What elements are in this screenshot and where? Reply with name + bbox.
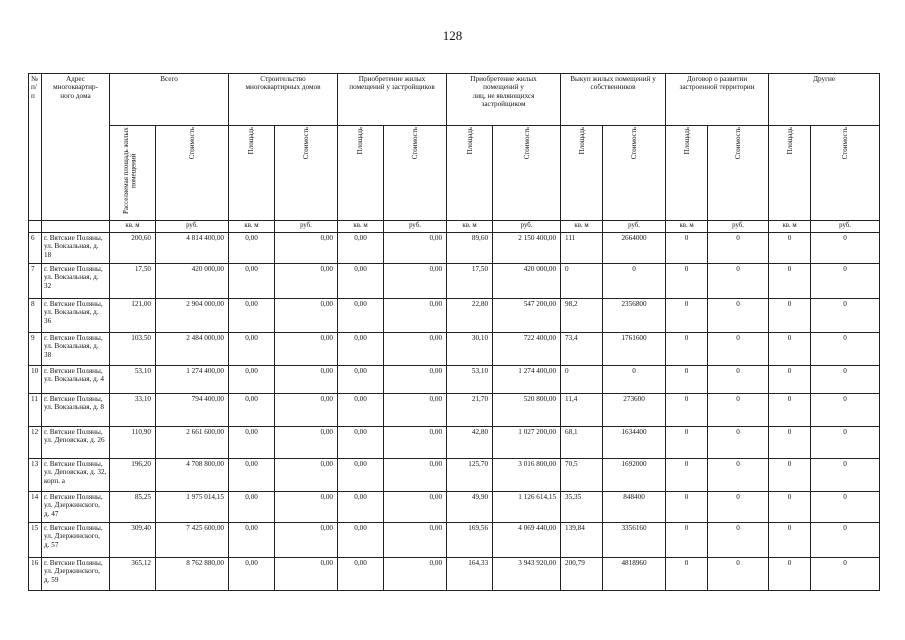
table-row <box>29 366 880 394</box>
table-cell: 4 069 440,00 <box>493 523 561 558</box>
table-cell: 0,00 <box>229 394 275 427</box>
unit-cell: кв. м <box>338 221 384 233</box>
table-cell: 520 800,00 <box>493 394 561 427</box>
row-number: 6 <box>29 233 42 264</box>
unit-cell: руб. <box>603 221 666 233</box>
table-cell: 0,00 <box>384 427 447 459</box>
table-cell: 0 <box>769 233 811 264</box>
table-cell: 0 <box>666 459 708 492</box>
table-cell: 200,60 <box>110 233 156 264</box>
unit-cell: кв. м <box>229 221 275 233</box>
row-address: г. Вятские Поляны, ул. Дзержинского, д. 57 <box>42 523 110 558</box>
table-cell: 2 150 400,00 <box>493 233 561 264</box>
row-address: г. Вятские Поляны, ул. Вокзальная, д. 38 <box>42 333 110 366</box>
table-cell: 53,10 <box>110 366 156 394</box>
resettlement-table <box>28 73 880 591</box>
row-number: 15 <box>29 523 42 558</box>
row-number: 9 <box>29 333 42 366</box>
table-cell: 8 762 880,00 <box>156 558 229 591</box>
unit-cell: руб. <box>493 221 561 233</box>
table-cell: 30,10 <box>447 333 493 366</box>
table-cell: 0 <box>811 394 880 427</box>
row-number: 14 <box>29 492 42 523</box>
table-cell: 42,80 <box>447 427 493 459</box>
table-cell: 0,00 <box>275 523 338 558</box>
table-cell: 0,00 <box>384 333 447 366</box>
table-row <box>29 394 880 427</box>
table-cell: 4 708 800,00 <box>156 459 229 492</box>
subcol-header: Стоимость <box>493 126 561 221</box>
subcol-header: Стоимость <box>708 126 769 221</box>
table-cell: 0 <box>708 333 769 366</box>
table-row <box>29 523 880 558</box>
page-number: 128 <box>442 28 463 43</box>
table-cell: 0 <box>769 299 811 333</box>
table-row <box>29 333 880 366</box>
table-cell: 111 <box>561 233 603 264</box>
subcol-header: Стоимость <box>603 126 666 221</box>
row-number: 10 <box>29 366 42 394</box>
table-cell: 0,00 <box>338 233 384 264</box>
table-cell: 103,50 <box>110 333 156 366</box>
table-cell: 0 <box>666 333 708 366</box>
table-cell: 35,35 <box>561 492 603 523</box>
table-cell: 0,00 <box>338 427 384 459</box>
table-cell: 0,00 <box>229 459 275 492</box>
table-cell: 0,00 <box>338 299 384 333</box>
table-cell: 53,10 <box>447 366 493 394</box>
table-cell: 200,79 <box>561 558 603 591</box>
table-cell: 0 <box>666 366 708 394</box>
row-address: г. Вятские Поляны, ул. Деповская, д. 26 <box>42 427 110 459</box>
unit-cell: кв. м <box>447 221 493 233</box>
table-cell: 0,00 <box>275 299 338 333</box>
table-cell: 0 <box>708 299 769 333</box>
table-cell: 420 000,00 <box>493 264 561 299</box>
table-cell: 0 <box>708 264 769 299</box>
table-cell: 1634400 <box>603 427 666 459</box>
table-cell: 0 <box>708 492 769 523</box>
table-cell: 0,00 <box>338 492 384 523</box>
table-cell: 0,00 <box>338 394 384 427</box>
subcol-header: Расселяемая площадь жилых помещений <box>110 126 156 221</box>
subcol-header: Площадь <box>666 126 708 221</box>
row-address: г. Вятские Поляны, ул. Дзержинского, д. 59 <box>42 558 110 591</box>
group-header-development-agreement: Договор о развитии застроенной территории <box>666 74 769 126</box>
table-cell: 0,00 <box>275 459 338 492</box>
unit-cell: руб. <box>708 221 769 233</box>
table-cell: 0,00 <box>384 394 447 427</box>
table-cell: 98,2 <box>561 299 603 333</box>
group-header-other: Другие <box>769 74 880 126</box>
table-cell: 1 027 200,00 <box>493 427 561 459</box>
header-group-row <box>29 74 880 126</box>
unit-cell: руб. <box>811 221 880 233</box>
table-cell: 0,00 <box>338 523 384 558</box>
table-cell: 4 814 400,00 <box>156 233 229 264</box>
table-row <box>29 427 880 459</box>
table-cell: 0,00 <box>275 264 338 299</box>
unit-cell: кв. м <box>561 221 603 233</box>
table-cell: 0,00 <box>338 264 384 299</box>
table-cell: 0 <box>561 366 603 394</box>
table-cell: 4818960 <box>603 558 666 591</box>
table-cell: 0,00 <box>384 264 447 299</box>
table-cell: 0,00 <box>384 492 447 523</box>
table-cell: 0 <box>811 299 880 333</box>
table-cell: 0 <box>666 492 708 523</box>
table-cell: 0,00 <box>384 233 447 264</box>
table-cell: 2 661 600,00 <box>156 427 229 459</box>
table-cell: 139,84 <box>561 523 603 558</box>
table-cell: 85,25 <box>110 492 156 523</box>
table-cell: 0 <box>666 299 708 333</box>
table-cell: 0,00 <box>384 366 447 394</box>
col-address-header: Адрес многоквартир- ного дома <box>42 74 110 221</box>
table-cell: 1 274 400,00 <box>156 366 229 394</box>
table-row <box>29 264 880 299</box>
table-cell: 1 975 014,15 <box>156 492 229 523</box>
table-cell: 0,00 <box>229 264 275 299</box>
subcol-header: Площадь <box>338 126 384 221</box>
group-header-developer-purchase: Приобретение жилых помещений у застройщиков <box>338 74 447 126</box>
subcol-header: Стоимость <box>275 126 338 221</box>
table-cell: 2 484 000,00 <box>156 333 229 366</box>
table-cell: 49,90 <box>447 492 493 523</box>
row-address: г. Вятские Поляны, ул. Вокзальная, д. 18 <box>42 233 110 264</box>
subcol-header: Площадь <box>561 126 603 221</box>
table-cell: 0 <box>769 394 811 427</box>
table-row <box>29 558 880 591</box>
table-cell: 0,00 <box>229 333 275 366</box>
table-row <box>29 459 880 492</box>
row-number: 16 <box>29 558 42 591</box>
header-subcol-row <box>29 126 880 221</box>
table-cell: 164,33 <box>447 558 493 591</box>
table-cell: 0 <box>666 523 708 558</box>
table-cell: 0,00 <box>275 558 338 591</box>
table-cell: 3 943 920,00 <box>493 558 561 591</box>
table-cell: 0,00 <box>229 558 275 591</box>
subcol-header: Стоимость <box>156 126 229 221</box>
table-cell: 848400 <box>603 492 666 523</box>
unit-cell: руб. <box>275 221 338 233</box>
table-cell: 0 <box>666 233 708 264</box>
table-cell: 0 <box>811 333 880 366</box>
table-cell: 0 <box>708 459 769 492</box>
table-cell: 21,70 <box>447 394 493 427</box>
table-cell: 0,00 <box>229 233 275 264</box>
table-cell: 0 <box>769 459 811 492</box>
table-cell: 0,00 <box>338 333 384 366</box>
table-cell: 0,00 <box>229 427 275 459</box>
table-cell: 2356800 <box>603 299 666 333</box>
table-cell: 0,00 <box>229 523 275 558</box>
table-cell: 0,00 <box>338 558 384 591</box>
table-cell: 0 <box>666 558 708 591</box>
table-cell: 0,00 <box>275 427 338 459</box>
table-cell: 794 400,00 <box>156 394 229 427</box>
row-number: 8 <box>29 299 42 333</box>
table-cell: 0 <box>811 427 880 459</box>
table-cell: 121,00 <box>110 299 156 333</box>
table-cell: 365,12 <box>110 558 156 591</box>
table-cell: 0 <box>666 427 708 459</box>
table-cell: 0 <box>708 523 769 558</box>
table-cell: 0 <box>811 492 880 523</box>
table-cell: 0 <box>811 366 880 394</box>
table-cell: 273600 <box>603 394 666 427</box>
table-cell: 73,4 <box>561 333 603 366</box>
row-number: 7 <box>29 264 42 299</box>
table-cell: 0 <box>561 264 603 299</box>
table-cell: 0,00 <box>229 299 275 333</box>
group-header-nondeveloper-purchase: Приобретение жилых помещений у лиц, не являющихся застройщиком <box>447 74 561 126</box>
table-cell: 0 <box>811 558 880 591</box>
table-cell: 2664000 <box>603 233 666 264</box>
row-address: г. Вятские Поляны, ул. Деповская, д. 32, корп. а <box>42 459 110 492</box>
table-cell: 0 <box>708 394 769 427</box>
table-cell: 70,5 <box>561 459 603 492</box>
row-address: г. Вятские Поляны, ул. Вокзальная, д. 8 <box>42 394 110 427</box>
table-row <box>29 299 880 333</box>
table-cell: 11,4 <box>561 394 603 427</box>
table-cell: 1761600 <box>603 333 666 366</box>
group-header-buyout: Выкуп жилых помещений у собственников <box>561 74 666 126</box>
subcol-header: Площадь <box>769 126 811 221</box>
table-cell: 0 <box>811 233 880 264</box>
table-cell: 0,00 <box>275 333 338 366</box>
table-cell: 0 <box>811 264 880 299</box>
table-cell: 17,50 <box>110 264 156 299</box>
table-cell: 0 <box>666 264 708 299</box>
table-cell: 68,1 <box>561 427 603 459</box>
unit-cell: кв. м <box>110 221 156 233</box>
table-cell: 22,80 <box>447 299 493 333</box>
unit-cell <box>42 221 110 233</box>
table-cell: 0 <box>811 459 880 492</box>
table-cell: 1692000 <box>603 459 666 492</box>
row-address: г. Вятские Поляны, ул. Вокзальная, д. 36 <box>42 299 110 333</box>
table-cell: 0,00 <box>384 558 447 591</box>
table-cell: 0 <box>769 333 811 366</box>
row-address: г. Вятские Поляны, ул. Вокзальная, д. 32 <box>42 264 110 299</box>
subcol-header: Стоимость <box>384 126 447 221</box>
table-cell: 3356160 <box>603 523 666 558</box>
unit-cell: руб. <box>156 221 229 233</box>
row-address: г. Вятские Поляны, ул. Дзержинского, д. 47 <box>42 492 110 523</box>
table-cell: 3 016 800,00 <box>493 459 561 492</box>
subcol-header: Площадь <box>229 126 275 221</box>
table-cell: 0 <box>708 233 769 264</box>
table-row <box>29 233 880 264</box>
header-units-row <box>29 221 880 233</box>
table-cell: 1 274 400,00 <box>493 366 561 394</box>
table-cell: 0,00 <box>338 459 384 492</box>
subcol-header: Стоимость <box>811 126 880 221</box>
row-address: г. Вятские Поляны, ул. Вокзальная, д. 4 <box>42 366 110 394</box>
table-cell: 0,00 <box>384 459 447 492</box>
table-cell: 196,20 <box>110 459 156 492</box>
table-cell: 0,00 <box>338 366 384 394</box>
table-cell: 0 <box>708 427 769 459</box>
row-number: 12 <box>29 427 42 459</box>
table-cell: 420 000,00 <box>156 264 229 299</box>
row-number: 11 <box>29 394 42 427</box>
table-cell: 110,90 <box>110 427 156 459</box>
table-cell: 0 <box>769 492 811 523</box>
table-cell: 0,00 <box>275 394 338 427</box>
table-row <box>29 492 880 523</box>
col-num-header: № п/п <box>29 74 42 221</box>
table-cell: 7 425 600,00 <box>156 523 229 558</box>
table-cell: 0 <box>603 264 666 299</box>
table-cell: 0 <box>666 394 708 427</box>
table-cell: 125,70 <box>447 459 493 492</box>
table-cell: 547 200,00 <box>493 299 561 333</box>
table-cell: 89,60 <box>447 233 493 264</box>
table-cell: 169,56 <box>447 523 493 558</box>
group-header-total: Всего <box>110 74 229 126</box>
table-cell: 0 <box>769 427 811 459</box>
table-cell: 17,50 <box>447 264 493 299</box>
table-cell: 1 126 614,15 <box>493 492 561 523</box>
table-cell: 0,00 <box>275 492 338 523</box>
table-cell: 0 <box>769 366 811 394</box>
table-cell: 0 <box>811 523 880 558</box>
subcol-header: Площадь <box>447 126 493 221</box>
table-cell: 0 <box>708 366 769 394</box>
table-cell: 0,00 <box>275 366 338 394</box>
table-cell: 2 904 000,00 <box>156 299 229 333</box>
group-header-construction: Строительство многоквартирных домов <box>229 74 338 126</box>
table-cell: 0,00 <box>275 233 338 264</box>
table-cell: 0 <box>603 366 666 394</box>
row-number: 13 <box>29 459 42 492</box>
table-cell: 0 <box>769 523 811 558</box>
table-cell: 722 400,00 <box>493 333 561 366</box>
table-cell: 33,10 <box>110 394 156 427</box>
unit-cell: кв. м <box>769 221 811 233</box>
unit-cell: кв. м <box>666 221 708 233</box>
unit-cell: руб. <box>384 221 447 233</box>
unit-cell <box>29 221 42 233</box>
table-cell: 0 <box>769 558 811 591</box>
table-cell: 0,00 <box>229 492 275 523</box>
table-cell: 0 <box>708 558 769 591</box>
table-cell: 0,00 <box>384 523 447 558</box>
table-cell: 309,40 <box>110 523 156 558</box>
table-body <box>29 233 880 591</box>
table-cell: 0 <box>769 264 811 299</box>
table-cell: 0,00 <box>384 299 447 333</box>
table-cell: 0,00 <box>229 366 275 394</box>
